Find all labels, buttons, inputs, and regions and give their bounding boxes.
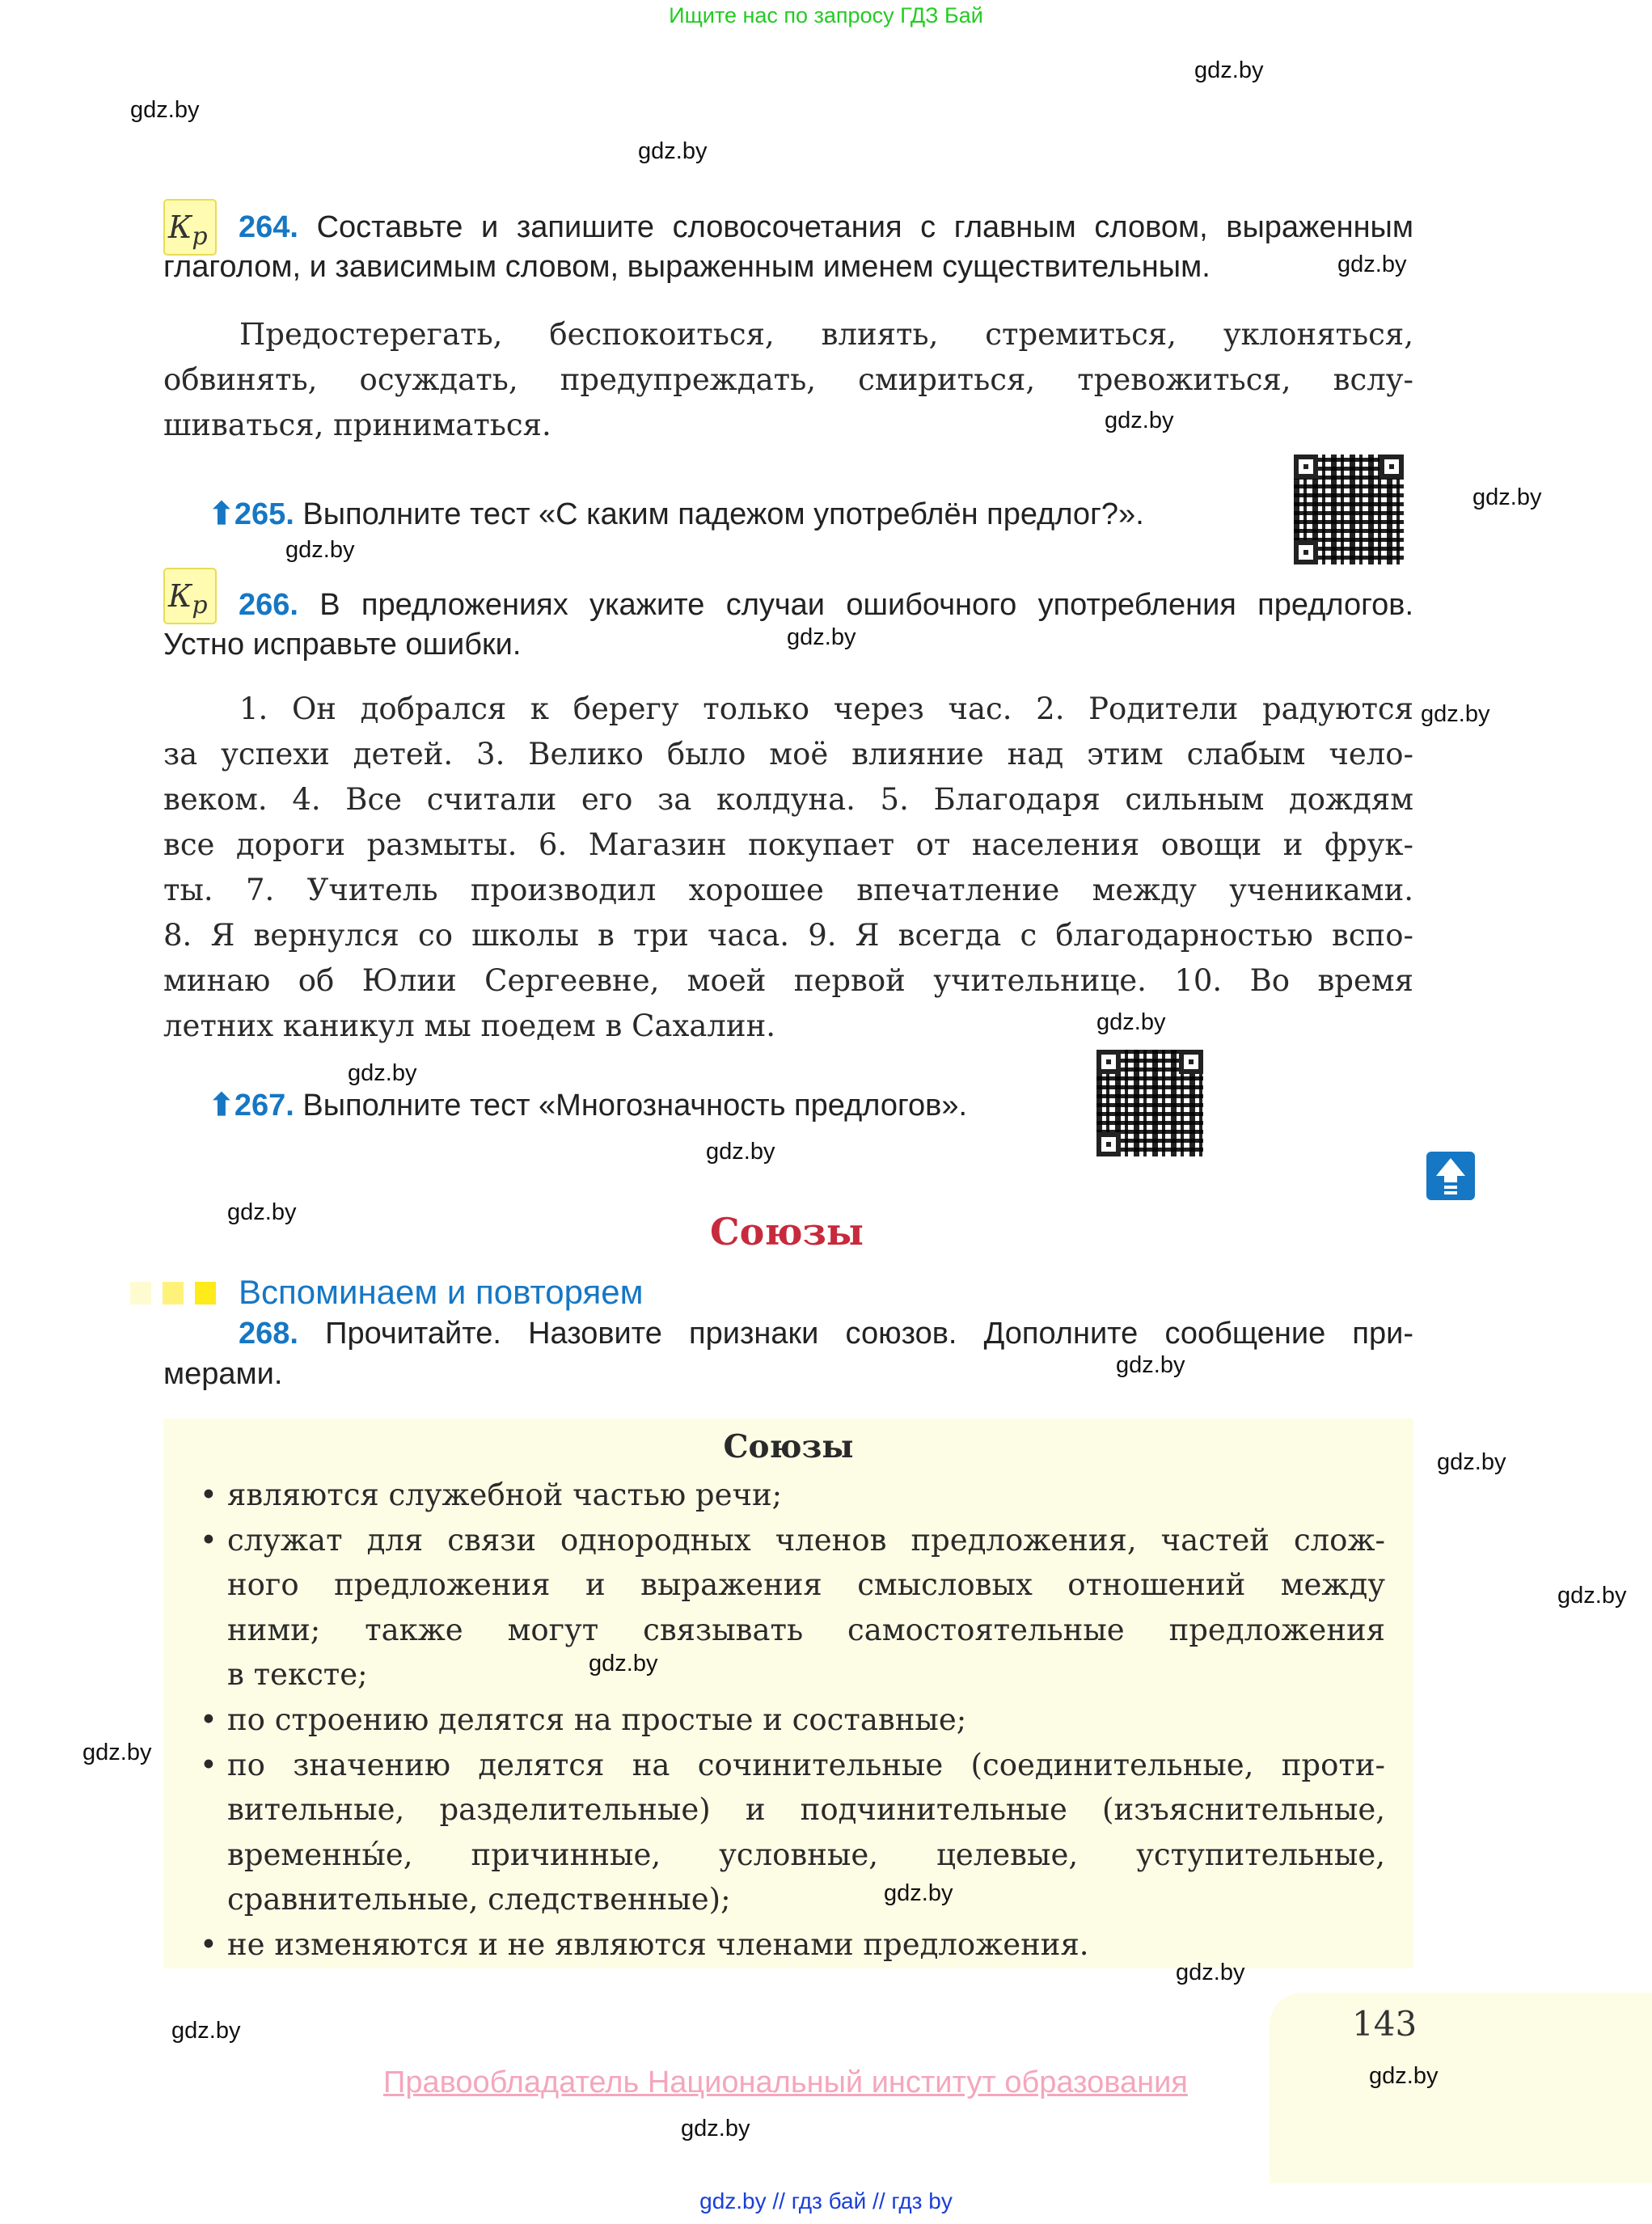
watermark: gdz.by [681,2116,750,2142]
bullet-icon: • [200,1702,218,1737]
subsection-title: Вспоминаем и повторяем [239,1273,644,1311]
watermark: gdz.by [348,1060,417,1086]
rule-list-item [200,1518,1385,1698]
kr-letter: К [168,209,192,245]
qr-code-267[interactable] [1093,1046,1206,1160]
watermark: gdz.by [1337,252,1407,277]
task-text[interactable]: Выполните тест «Многозначность предлогов». [294,1089,968,1123]
text-line: не изменяются и не являются членами предложения. [227,1926,1089,1962]
task-number: 268. [239,1317,298,1351]
bullet-icon: • [200,1926,218,1962]
text-line: являются служебной частью речи; [227,1478,783,1512]
square-marker-icon [163,1282,184,1304]
text-line: Предостерегать, беспокоиться, влиять, стремиться, уклоняться, [239,317,1413,352]
rule-list [200,1473,1385,1968]
rule-list-item [200,1743,1385,1922]
text-line: в тексте; [227,1657,368,1693]
task-text: мерами. [163,1357,283,1391]
watermark: gdz.by [706,1139,775,1165]
square-marker-icon [195,1282,216,1304]
text-line: за успехи детей. 3. Велико было моё влияние над этим слабым чело- [163,737,1413,772]
watermark: gdz.by [130,97,200,123]
watermark: gdz.by [1557,1583,1627,1609]
control-work-icon [163,568,217,624]
text-line: временны́е, причинные, условные, целевые, уступительные, [227,1837,1385,1872]
search-hint: Ищите нас по запросу ГДЗ Бай [669,3,983,27]
task-text: Прочитайте. Назовите признаки союзов. Дополните сообщение при- [298,1317,1413,1351]
page-corner [1270,1993,1652,2184]
qr-code-265[interactable] [1291,451,1407,568]
task-264-words [163,312,1413,448]
watermark: gdz.by [1437,1449,1506,1475]
text-line: служат для связи однородных членов предложения, частей слож- [227,1522,1385,1558]
task-264-cont [163,247,1413,287]
rule-box [163,1419,1413,1968]
watermark: gdz.by [589,1651,658,1676]
watermark: gdz.by [1472,484,1542,510]
task-text: глаголом, и зависимым словом, выраженным именем существительным. [163,250,1210,284]
watermark: gdz.by [1116,1352,1185,1378]
kr-letter: К [168,578,192,614]
text-line: обвинять, осуждать, предупреждать, смириться, тревожиться, вслу- [163,362,1413,397]
task-text: Устно исправьте ошибки. [163,628,522,662]
scroll-up-icon[interactable] [1426,1152,1475,1200]
task-number[interactable]: 267. [234,1089,294,1123]
task-266 [239,586,1413,625]
kr-letter-sub: р [192,591,208,619]
task-number: 264. [239,210,298,244]
text-line: по строению делятся на простые и составные; [227,1702,967,1737]
watermark: gdz.by [285,537,355,563]
task-268-cont [163,1355,1413,1394]
watermark: gdz.by [171,2018,241,2044]
text-line: вительные, разделительные) и подчинительные (изъяснительные, [227,1792,1385,1828]
page-number: 143 [1352,2004,1418,2044]
rule-box-title: Союзы [723,1428,854,1465]
text-line: летних каникул мы поедем в Сахалин. [163,1008,776,1043]
watermark: gdz.by [227,1199,297,1225]
text-line: шиваться, приниматься. [163,408,551,442]
kr-letter-sub: р [192,222,208,251]
watermark: gdz.by [638,138,708,164]
text-line: минаю об Юлии Сергеевне, моей первой учительнице. 10. Во время [163,963,1413,998]
watermark: gdz.by [1421,701,1490,727]
bullet-icon: • [200,1522,218,1558]
watermark: gdz.by [1369,2063,1439,2089]
watermark: gdz.by [1176,1960,1245,1985]
bullet-icon: • [200,1747,218,1782]
rule-list-item [200,1698,1385,1743]
section-title: Союзы [710,1210,864,1254]
text-line: ты. 7. Учитель производил хорошее впечатление между учениками. [163,873,1413,907]
text-line: по значению делятся на сочинительные (соединительные, проти- [227,1747,1385,1782]
task-number: 266. [239,588,298,622]
task-268 [239,1314,1413,1354]
text-line: ними; также могут связывать самостоятельные предложения [227,1612,1385,1647]
watermark: gdz.by [1105,408,1174,433]
footer-links[interactable]: gdz.by // гдз бай // гдз by [699,2188,953,2213]
watermark: gdz.by [787,624,856,650]
text-line: 8. Я вернулся со школы в три часа. 9. Я всегда с благодарностью вспо- [163,918,1413,953]
square-marker-icon [130,1282,151,1304]
task-264-line [239,208,1413,247]
text-line: 1. Он добрался к берегу только через час. 2. Родители радуются [239,691,1413,726]
text-line: веком. 4. Все считали его за колдуна. 5. Благодаря сильным дождям [163,782,1413,817]
text-line: ного предложения и выражения смысловых отношений между [227,1567,1385,1603]
task-265 [209,495,1260,535]
task-266-sentences [163,687,1413,1049]
rule-list-item [200,1473,1385,1518]
task-264 [239,208,1413,247]
task-text[interactable]: Выполните тест «С каким падежом употреблён предлог?». [294,497,1144,531]
text-line: все дороги размыты. 6. Магазин покупает от населения овощи и фрук- [163,827,1413,862]
text-line: сравнительные, следственные); [227,1882,731,1917]
rights-holder-link[interactable]: Правообладатель Национальный институт образования [383,2065,1188,2099]
up-arrow-icon: ⬆ [209,497,234,531]
watermark: gdz.by [1194,57,1264,83]
up-arrow-icon: ⬆ [209,1089,234,1123]
task-text: Составьте и запишите словосочетания с главным словом, выраженным [298,210,1413,244]
watermark: gdz.by [1096,1009,1166,1035]
watermark: gdz.by [82,1740,152,1765]
task-text: В предложениях укажите случаи ошибочного употребления предлогов. [298,588,1413,622]
task-number[interactable]: 265. [234,497,294,531]
task-267 [209,1086,1098,1126]
bullet-icon: • [200,1478,218,1512]
watermark: gdz.by [884,1880,953,1906]
